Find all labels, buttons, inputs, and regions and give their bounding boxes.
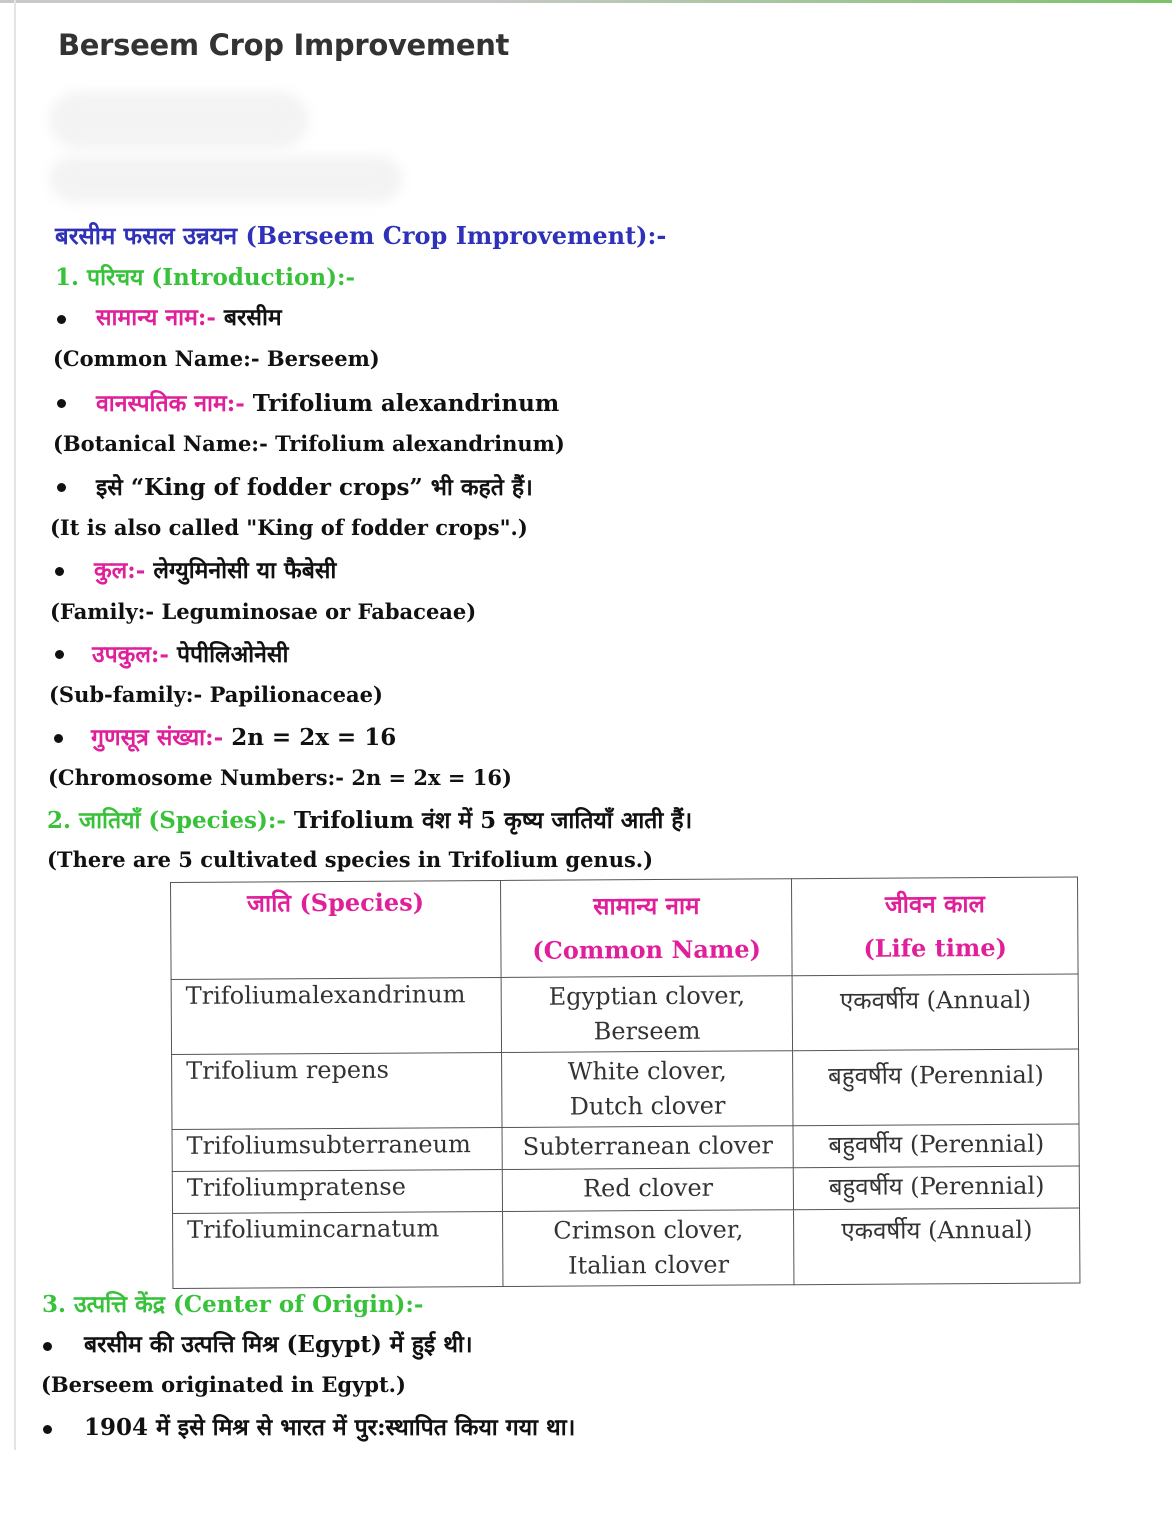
origin-item-hindi: बरसीम की उत्पत्ति मिश्र (Egypt) में हुई थी। (84, 1331, 473, 1358)
life-time-cell: एकवर्षीय (Annual) (793, 974, 1079, 1051)
life-time-cell: बहुवर्षीय (Perennial) (793, 1049, 1079, 1126)
redacted-area (50, 92, 308, 148)
species-cell: Trifoliumincarnatum (173, 1211, 503, 1288)
table-row (172, 1049, 1079, 1130)
common-name-line: Crimson clover, (553, 1215, 744, 1245)
left-margin-rule (14, 0, 16, 1450)
common-name-cell (502, 1168, 794, 1212)
life-time-cell: एकवर्षीय (Annual) (794, 1208, 1080, 1285)
bullet-icon (57, 483, 66, 492)
origin-item-english: (Berseem originated in Egypt.) (41, 1372, 406, 1397)
item-label: वानस्पतिक नाम:- (96, 390, 245, 417)
family-hindi (94, 553, 336, 585)
common-name-line: Dutch clover (569, 1091, 726, 1121)
subfamily-hindi (92, 637, 288, 669)
table-header-row (171, 877, 1079, 980)
item-label: कुल:- (94, 557, 146, 584)
header-life-english: (Life time) (863, 932, 1008, 963)
species-cell: Trifoliumalexandrinum (171, 977, 501, 1054)
item-label: उपकुल:- (92, 641, 169, 668)
common-name-line: Italian clover (567, 1250, 730, 1280)
species-heading-text: Trifolium वंश में 5 कृष्य जातियाँ आती हैं। (293, 807, 693, 834)
item-value: लेग्युमिनोसी या फैबेसी (153, 557, 337, 584)
item-value: बरसीम (223, 304, 282, 331)
common-name-cell (502, 1126, 794, 1170)
botanical-name-english: (Botanical Name:- Trifolium alexandrinum) (53, 431, 565, 456)
botanical-name-hindi (96, 386, 559, 418)
bullet-icon (57, 399, 66, 408)
item-value: 2n = 2x = 16 (231, 724, 397, 751)
common-name-cell (501, 976, 793, 1053)
king-fodder-hindi (96, 470, 533, 502)
common-name-cell (501, 1051, 793, 1128)
subfamily-english: (Sub-family:- Papilionaceae) (49, 682, 383, 707)
common-name-line: Egyptian clover, (548, 981, 746, 1011)
family-english: (Family:- Leguminosae or Fabaceae) (50, 599, 477, 624)
species-english: (There are 5 cultivated species in Trifolium genus.) (47, 847, 654, 872)
page-title: Berseem Crop Improvement (58, 28, 510, 62)
king-fodder-english: (It is also called "King of fodder crops".) (50, 515, 528, 540)
table-row (172, 1124, 1079, 1172)
table-row (172, 1166, 1079, 1214)
item-label: सामान्य नाम:- (96, 304, 216, 331)
table-row (171, 974, 1078, 1055)
life-time-cell: बहुवर्षीय (Perennial) (794, 1166, 1080, 1210)
top-accent-bar (0, 0, 1172, 3)
species-cell: Trifolium repens (172, 1052, 502, 1129)
origin-heading: 3. उत्पत्ति केंद्र (Center of Origin):- (42, 1291, 424, 1318)
bullet-icon (43, 1342, 52, 1351)
main-heading: बरसीम फसल उन्नयन (Berseem Crop Improvement):- (55, 221, 667, 250)
introduction-to-india-hindi: 1904 में इसे मिश्र से भारत में पुर:स्थापित किया गया था। (84, 1414, 576, 1441)
header-common-name (500, 879, 792, 978)
species-heading-label: 2. जातियाँ (Species):- (47, 807, 286, 834)
header-species: जाति (Species) (171, 880, 501, 979)
item-label: गुणसूत्र संख्या:- (91, 724, 224, 751)
common-name-line: Red clover (582, 1173, 714, 1203)
item-value: पेपीलिओनेसी (176, 641, 289, 668)
species-cell: Trifoliumsubterraneum (172, 1127, 502, 1171)
bullet-icon (54, 734, 63, 743)
common-name-hindi (96, 300, 282, 332)
species-cell: Trifoliumpratense (172, 1169, 502, 1213)
common-name-cell (502, 1210, 794, 1287)
table-row (173, 1208, 1080, 1289)
bullet-icon (57, 315, 66, 324)
common-name-line: Berseem (593, 1016, 701, 1046)
common-name-english: (Common Name:- Berseem) (53, 346, 380, 371)
redacted-area (50, 156, 402, 202)
intro-heading: 1. परिचय (Introduction):- (55, 264, 355, 291)
header-common-english: (Common Name) (532, 934, 761, 965)
species-table (170, 876, 1080, 1289)
item-value: Trifolium alexandrinum (252, 390, 560, 417)
item-value: इसे “King of fodder crops” भी कहते हैं। (96, 474, 533, 501)
common-name-line: White clover, (567, 1056, 727, 1086)
header-common-hindi: सामान्य नाम (593, 890, 700, 921)
bullet-icon (55, 567, 64, 576)
bullet-icon (43, 1425, 52, 1434)
header-life-hindi: जीवन काल (884, 889, 985, 919)
header-life-time (792, 877, 1078, 976)
chromosome-english: (Chromosome Numbers:- 2n = 2x = 16) (48, 765, 512, 790)
bullet-icon (55, 650, 64, 659)
species-heading (47, 803, 692, 835)
chromosome-hindi (91, 720, 396, 752)
common-name-line: Subterranean clover (522, 1131, 774, 1161)
life-time-cell: बहुवर्षीय (Perennial) (793, 1124, 1079, 1168)
